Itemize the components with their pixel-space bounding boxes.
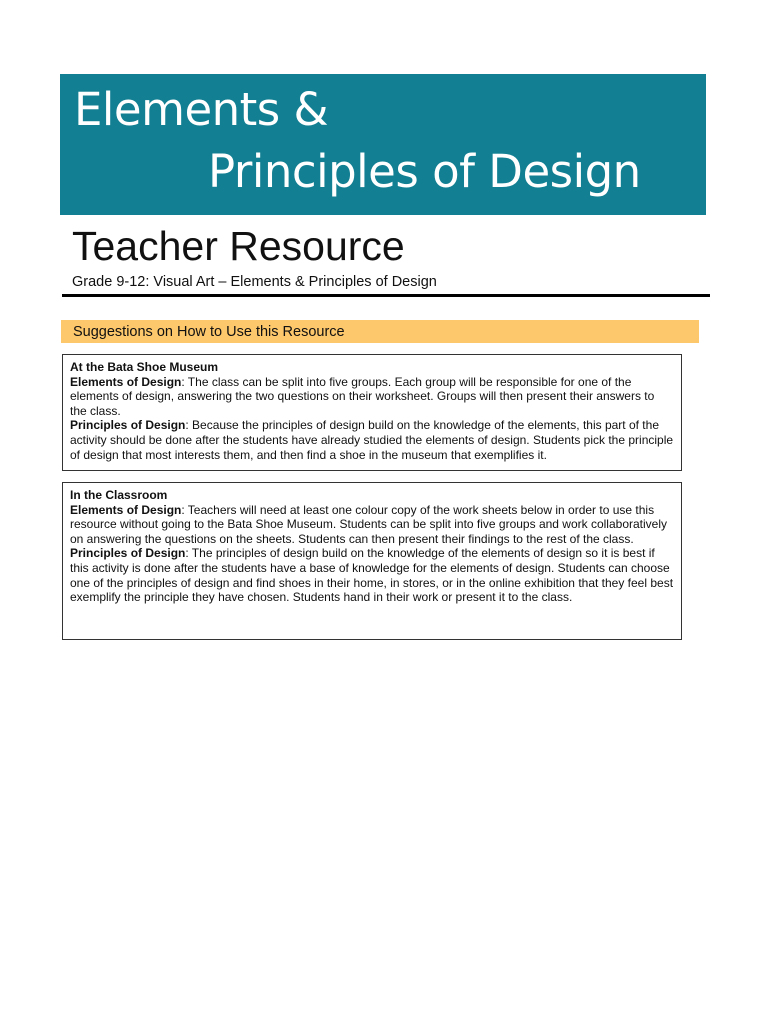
- classroom-principles-label: Principles of Design: [70, 546, 186, 561]
- museum-elements-label: Elements of Design: [70, 374, 182, 389]
- banner-title-line-1: Elements &: [74, 83, 329, 136]
- classroom-section: [62, 482, 682, 640]
- suggestions-heading: Suggestions on How to Use this Resource: [73, 324, 345, 340]
- classroom-principles-text: : The principles of design build on the knowledge of the elements of design so it is best if this activity is done after the students have a base of knowledge for the elements of design. Students can choose one of the principles of design and find shoes in their home, in stores, or in the online exhibition that they feel best exemplify the principle they have chosen. Students hand in their work or present it to the class.: [70, 546, 674, 605]
- museum-principles-text: : Because the principles of design build on the knowledge of the elements, this part of the activity should be done after the students have already studied the elements of design. Students pick the principle of design that most interests them, and then find a shoe in the museum that exemplifies it.: [70, 418, 674, 462]
- museum-section: [62, 354, 682, 471]
- classroom-elements-label: Elements of Design: [70, 502, 182, 517]
- title-banner: [60, 74, 706, 215]
- page-title: Teacher Resource: [72, 223, 405, 269]
- museum-principles-paragraph: [70, 418, 674, 462]
- classroom-elements-paragraph: [70, 503, 674, 547]
- classroom-elements-text: : Teachers will need at least one colour copy of the work sheets below in order to use this resource without going to the Bata Shoe Museum. Students can be split into five groups and work collaboratively on answering the questions on the sheets. Students can then present their findings to the rest of the class.: [70, 502, 668, 546]
- suggestions-bar: [61, 320, 699, 343]
- museum-principles-label: Principles of Design: [70, 418, 186, 433]
- museum-heading: At the Bata Shoe Museum: [70, 360, 219, 374]
- classroom-principles-paragraph: [70, 546, 674, 604]
- page-subtitle: Grade 9-12: Visual Art – Elements & Principles of Design: [72, 274, 437, 290]
- museum-elements-text: : The class can be split into five groups. Each group will be responsible for one of the elements of design, answering the two questions on their worksheet. Groups will then present their answers to the class.: [70, 374, 655, 418]
- museum-elements-paragraph: [70, 375, 674, 419]
- banner-title-line-2: Principles of Design: [208, 145, 641, 198]
- divider-rule: [62, 294, 710, 297]
- classroom-heading: In the Classroom: [70, 488, 168, 502]
